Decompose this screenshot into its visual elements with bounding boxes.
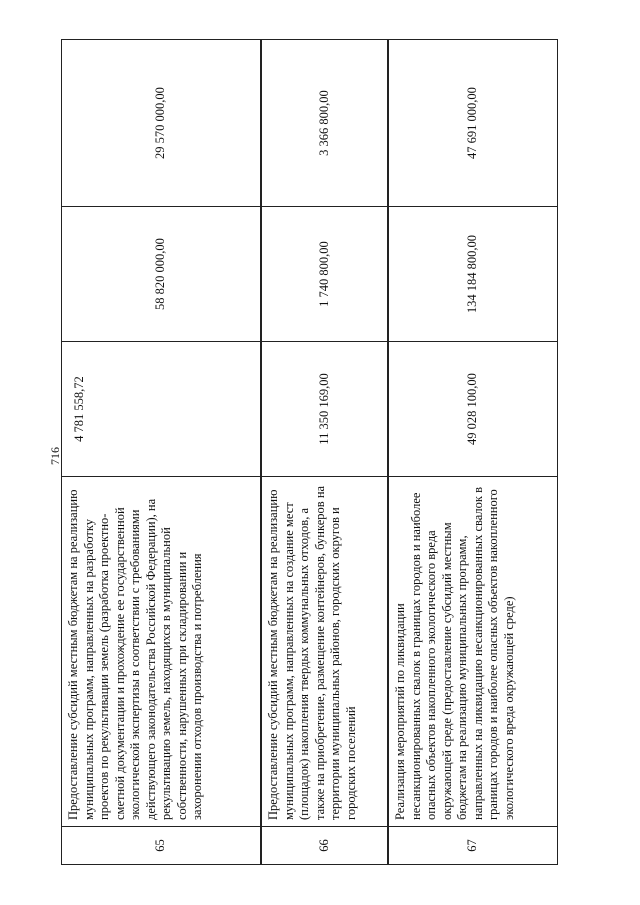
row-value-1: 4 781 558,72 [62,342,262,477]
row-value-3: 47 691 000,00 [388,40,558,207]
row-number: 66 [261,827,388,865]
row-value-2: 1 740 800,00 [261,207,388,342]
row-description: Реализация мероприятий по ликвидации несанкционированных свалок в границах городов и наиболее опасных объектов накопленного экологического вреда окружающей среде (предоставление субсидий местным бюджетам на реализацию муниципальных программ, направленных на ликвидацию несанкционированных свалок в границах городов и наиболее опасных объектов накопленного экологического вреда окружающей среде) [388,477,558,827]
row-value-1: 49 028 100,00 [388,342,558,477]
row-number: 67 [388,827,558,865]
row-number: 65 [62,827,262,865]
table-row [62,40,262,865]
row-value-2: 134 184 800,00 [388,207,558,342]
row-value-2: 58 820 000,00 [62,207,262,342]
row-value-3: 29 570 000,00 [62,40,262,207]
row-value-1: 11 350 169,00 [261,342,388,477]
budget-table [61,39,558,865]
row-value-3: 3 366 800,00 [261,40,388,207]
page-number: 716 [48,447,62,465]
row-description: Предоставление субсидий местным бюджетам на реализацию муниципальных программ, направленных на создание мест (площадок) накопления твердых коммунальных отходов, а также на приобретение, размещение контейнеров, бункеров на территории муниципальных районов, городских округов и городских поселений [261,477,388,827]
table-row [261,40,388,865]
row-description: Предоставление субсидий местным бюджетам на реализацию муниципальных программ, направленных на разработку проектов по рекультивации земель (разработка проектно-сметной документации и прохождение ее государственной экологической экспертизы в соответствии с требованиями действующего законодательства Российской Федерации), на рекультивацию земель, находящихся в муниципальной собственности, нарушенных при складировании и захоронении отходов производства и потребления [62,477,262,827]
table-row [388,40,558,865]
